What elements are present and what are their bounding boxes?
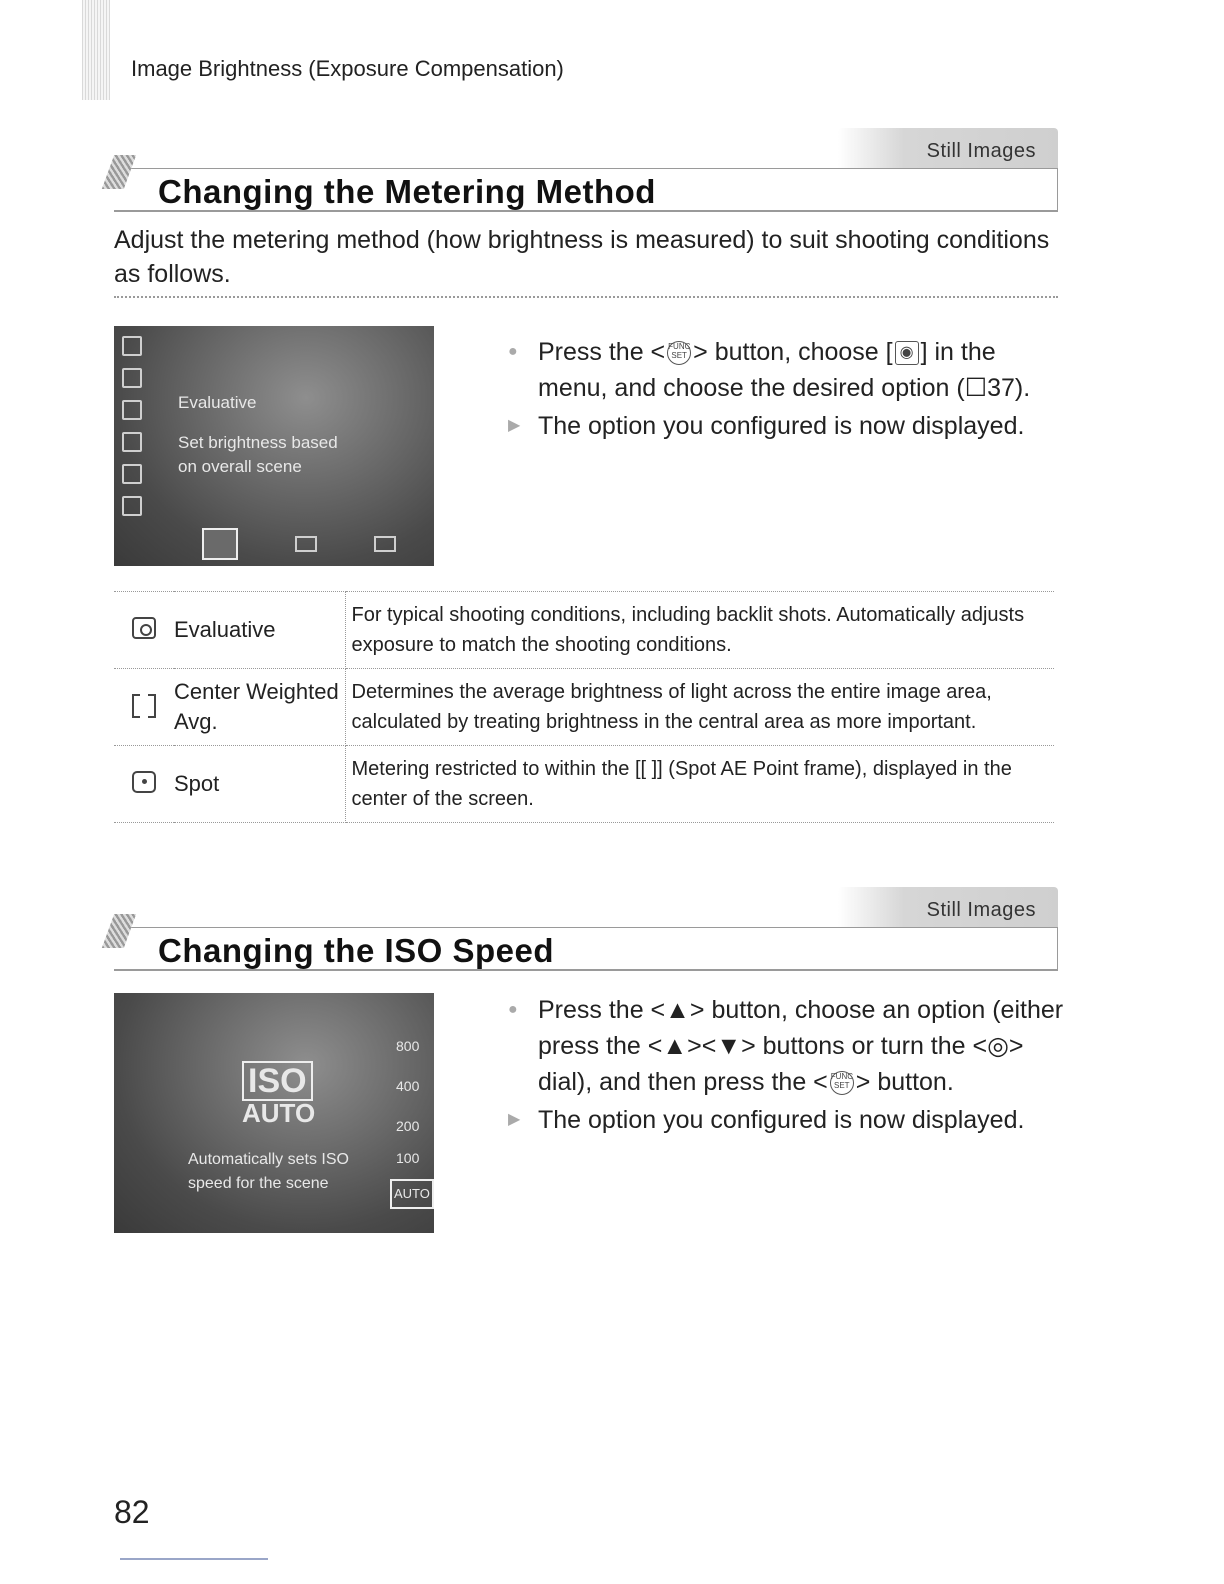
page-number: 82 bbox=[114, 1494, 150, 1530]
result-arrow-icon: ▶ bbox=[508, 1111, 521, 1128]
step-bullet-icon: ● bbox=[508, 343, 518, 360]
footer-rule bbox=[120, 1558, 268, 1560]
iso-scale-value: 200 bbox=[396, 1118, 420, 1134]
iso-scale-value: 100 bbox=[396, 1150, 420, 1166]
camera-screen-iso bbox=[114, 993, 434, 1233]
table-row bbox=[114, 669, 1054, 746]
control-dial-icon: ◎ bbox=[987, 1032, 1009, 1060]
func-set-icon: FUNC SET bbox=[830, 1071, 854, 1095]
iso-scale-selected: AUTO bbox=[390, 1179, 434, 1209]
heading-marker-icon bbox=[102, 155, 136, 189]
step-item: ● Press the <▲> button, choose an option (either press the <▲><▼> buttons or turn the <◎> dial), and then press the < FUNC SET > button. bbox=[508, 992, 1068, 1100]
option-name: Spot bbox=[174, 746, 345, 823]
spot-icon bbox=[132, 771, 156, 793]
intro-paragraph: Adjust the metering method (how brightness is measured) to suit shooting conditions as follows. bbox=[114, 226, 1050, 288]
screen-option-desc-1: Set brightness based bbox=[178, 433, 338, 452]
heading-marker-icon bbox=[102, 914, 136, 948]
iso-desc-2: speed for the scene bbox=[188, 1175, 329, 1192]
iso-scale-value: 800 bbox=[396, 1038, 420, 1054]
func-set-icon: FUNC SET bbox=[667, 341, 691, 365]
table-row bbox=[114, 592, 1054, 669]
metering-icon: ◉ bbox=[895, 341, 919, 365]
option-description: For typical shooting conditions, including backlit shots. Automatically adjusts exposure to match the shooting conditions. bbox=[345, 592, 1054, 669]
book-reference-icon: ☐ bbox=[964, 374, 988, 402]
down-arrow-icon: ▼ bbox=[716, 1032, 742, 1060]
option-description: Determines the average brightness of light across the entire image area, calculated by treating brightness in the central area as more important. bbox=[345, 669, 1054, 746]
option-name: Center Weighted Avg. bbox=[174, 669, 345, 746]
up-arrow-icon: ▲ bbox=[662, 1032, 688, 1060]
section-title: Changing the ISO Speed bbox=[158, 932, 555, 969]
running-header: Image Brightness (Exposure Compensation) bbox=[131, 56, 564, 81]
iso-desc-1: Automatically sets ISO bbox=[188, 1151, 349, 1168]
badge-label: Still Images bbox=[926, 140, 1036, 162]
still-images-badge bbox=[838, 128, 1058, 168]
evaluative-icon bbox=[132, 617, 156, 639]
steps-metering bbox=[508, 334, 1068, 446]
camera-screen-metering bbox=[114, 326, 434, 566]
section-title: Changing the Metering Method bbox=[158, 173, 656, 210]
still-images-badge bbox=[838, 887, 1058, 927]
screen-option-bar bbox=[174, 528, 424, 560]
option-name: Evaluative bbox=[174, 592, 345, 669]
iso-auto-label: AUTO bbox=[242, 1098, 316, 1128]
screen-side-icons bbox=[122, 336, 148, 528]
screen-option-name: Evaluative bbox=[178, 393, 257, 412]
iso-scale-value: 400 bbox=[396, 1078, 420, 1094]
divider bbox=[114, 296, 1058, 298]
metering-options-table bbox=[114, 591, 1054, 823]
badge-label: Still Images bbox=[926, 899, 1036, 921]
result-arrow-icon: ▶ bbox=[508, 417, 521, 434]
section-heading-metering bbox=[114, 168, 1058, 212]
step-item: ▶ The option you configured is now displayed. bbox=[508, 1102, 1068, 1138]
section-heading-iso bbox=[114, 927, 1058, 971]
iso-label: ISO bbox=[242, 1061, 313, 1101]
page-edge-tab bbox=[82, 0, 110, 100]
up-arrow-icon: ▲ bbox=[665, 996, 690, 1024]
step-item: ● Press the < FUNC SET > button, choose [ ◉ ] in the menu, and choose the desired option (☐37). bbox=[508, 334, 1068, 406]
steps-iso bbox=[508, 992, 1068, 1140]
step-item: ▶ The option you configured is now displayed. bbox=[508, 408, 1068, 444]
screen-option-desc-2: on overall scene bbox=[178, 457, 302, 476]
option-description: Metering restricted to within the [[ ]] (Spot AE Point frame), displayed in the center of the screen. bbox=[345, 746, 1054, 823]
table-row bbox=[114, 746, 1054, 823]
step-bullet-icon: ● bbox=[508, 1001, 518, 1018]
center-weighted-icon bbox=[132, 694, 156, 716]
